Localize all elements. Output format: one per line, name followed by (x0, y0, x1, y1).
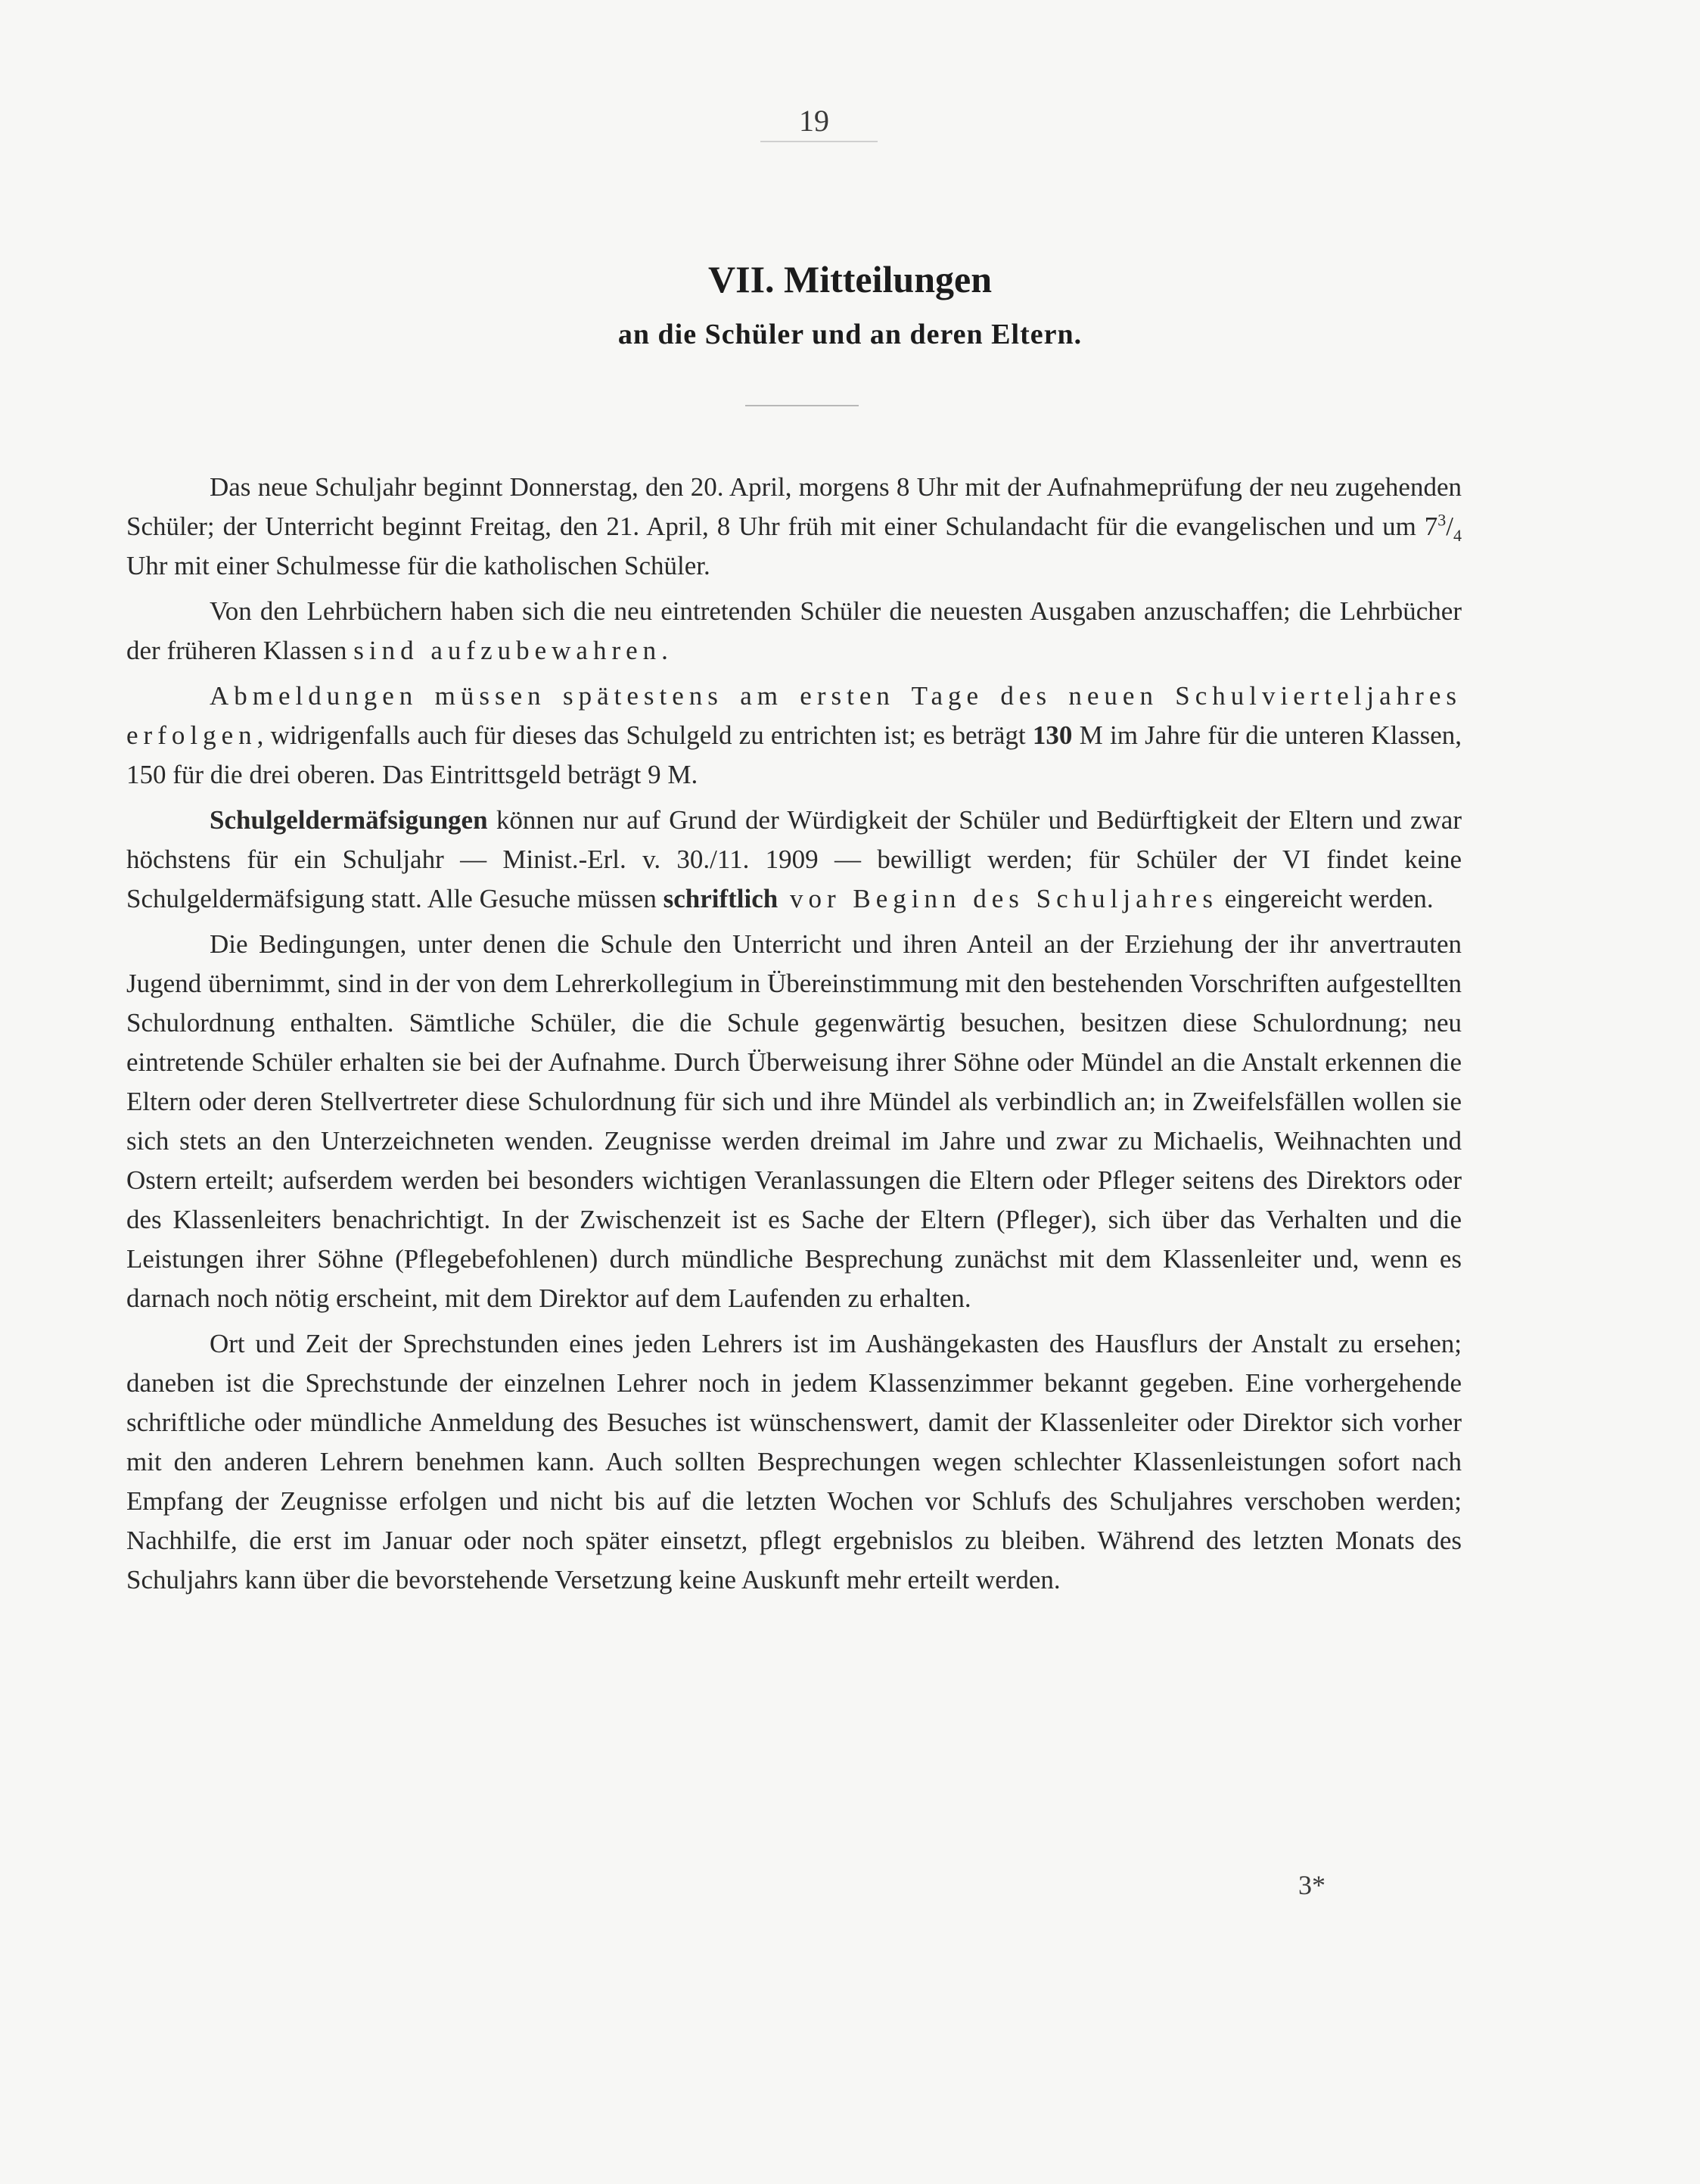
paragraph-text: Von den Lehrbüchern haben sich die neu eintretenden Schüler die neuesten Ausgaben anzuschaffen; die Lehrbücher der früheren Klassen (126, 596, 1462, 665)
section-subtitle: an die Schüler und an deren Eltern. (617, 319, 1083, 350)
paragraph-school-rules: Die Bedingungen, unter denen die Schule den Unterricht und ihren Anteil an der Erziehung der ihr anvertrauten Jugend übernimmt, sind in der von dem Lehrerkollegium in Übereinstimmung mit den bestehenden Vorschriften aufgestellten Schulordnung enthalten. Sämtliche Schüler, die die Schule gegenwärtig besuchen, besitzen diese Schulordnung; neu eintretende Schüler erhalten sie bei der Aufnahme. Durch Überweisung ihrer Söhne oder Mündel an die Anstalt erkennen die Eltern oder deren Stellvertreter diese Schulordnung für sich und ihre Mündel als verbindlich an; in Zweifelsfällen wollen sie sich stets an den Unterzeichneten wenden. Zeugnisse werden dreimal im Jahre und zwar zu Michaelis, Weihnachten und Ostern erteilt; aufserdem werden bei besonders wichtigen Veranlassungen die Eltern oder Pfleger seitens des Direktors oder des Klassenleiters benachrichtigt. In der Zwischenzeit ist es Sache der Eltern (Pfleger), sich über das Verhalten und die Leistungen ihrer Söhne (Pflegebefohlenen) durch mündliche Besprechung zunächst mit dem Klassenleiter und, wenn es darnach noch nötig erscheint, mit dem Direktor auf dem Laufenden zu erhalten. (126, 929, 1462, 1313)
paragraph-text: . (661, 636, 668, 665)
page-number-rule (760, 141, 878, 142)
spaced-emphasis: Abmeldungen müssen spätestens am ersten Tage des neuen Schulvierteljahres erfolgen (126, 681, 1462, 750)
page-number: 19 (799, 104, 829, 138)
paragraph-fee-reduction (126, 801, 1462, 919)
spaced-emphasis: sind aufzubewahren (353, 636, 662, 665)
fraction-numerator: 3 (1437, 510, 1447, 530)
paragraph-text: eingereicht werden. (1217, 884, 1434, 913)
bold-term: schriftlich (663, 884, 779, 913)
paragraph-consultation-hours: Ort und Zeit der Sprechstunden eines jeden Lehrers ist im Aushängekasten des Hausflurs der Anstalt zu ersehen; daneben ist die Sprechstunde der einzelnen Lehrer noch in jedem Klassenzimmer bekannt gegeben. Eine vorhergehende schriftliche oder mündliche Anmeldung des Besuches ist wünschenswert, damit der Klassenleiter oder Direktor sich vorher mit den anderen Lehrern benehmen kann. Auch sollten Besprechungen wegen schlechter Klassenleistungen sofort nach Empfang der Zeugnisse erfolgen und nicht bis auf die letzten Wochen vor Schlufs des Schuljahres verschoben werden; Nachhilfe, die erst im Januar oder noch später einsetzt, pflegt ergebnislos zu bleiben. Während des letzten Monats des Schuljahrs kann über die bevorstehende Versetzung keine Auskunft mehr erteilt werden. (126, 1329, 1462, 1594)
paragraph-textbooks (126, 592, 1462, 670)
section-title: VII. Mitteilungen (708, 258, 992, 300)
paragraph-text: Uhr mit einer Schulmesse für die katholischen Schüler. (126, 551, 710, 580)
paragraph-text: , widrigenfalls auch für dieses das Schulgeld zu entrichten ist; es beträgt (256, 720, 1033, 750)
bold-term: Schulgeldermäfsigungen (210, 805, 488, 835)
paragraph-deregistration (126, 677, 1462, 795)
bold-amount: 130 (1032, 720, 1073, 750)
paragraph-text: können nur auf Grund der Würdigkeit der Schüler und Bedürftigkeit der Eltern und zwar höchstens für ein Schuljahr — Minist.-Erl. v. 30./11. 1909 — bewilligt werden; für Schüler der VI findet keine Schulgeldermäfsigung statt. Alle Gesuche müssen (126, 805, 1462, 913)
paragraph-school-year (126, 468, 1462, 586)
paragraph-text: Das neue Schuljahr beginnt Donnerstag, den 20. April, morgens 8 Uhr mit der Aufnahmeprüfung der neu zugehenden Schüler; der Unterricht beginnt Freitag, den 21. April, 8 Uhr früh mit einer Schulandacht für die evangelischen und um 7 (126, 472, 1462, 541)
spaced-emphasis: vor Beginn des Schuljahres (778, 884, 1218, 913)
body-text (126, 468, 1462, 1606)
fraction-denominator: 4 (1453, 526, 1462, 545)
fraction-slash: / (1446, 512, 1453, 541)
signature-mark: 3* (1298, 1870, 1326, 1900)
paragraph-text: M im Jahre für die unteren Klassen, 150 für die drei oberen. Das Eintrittsgeld beträgt 9 M. (126, 720, 1462, 789)
title-divider (745, 405, 859, 406)
